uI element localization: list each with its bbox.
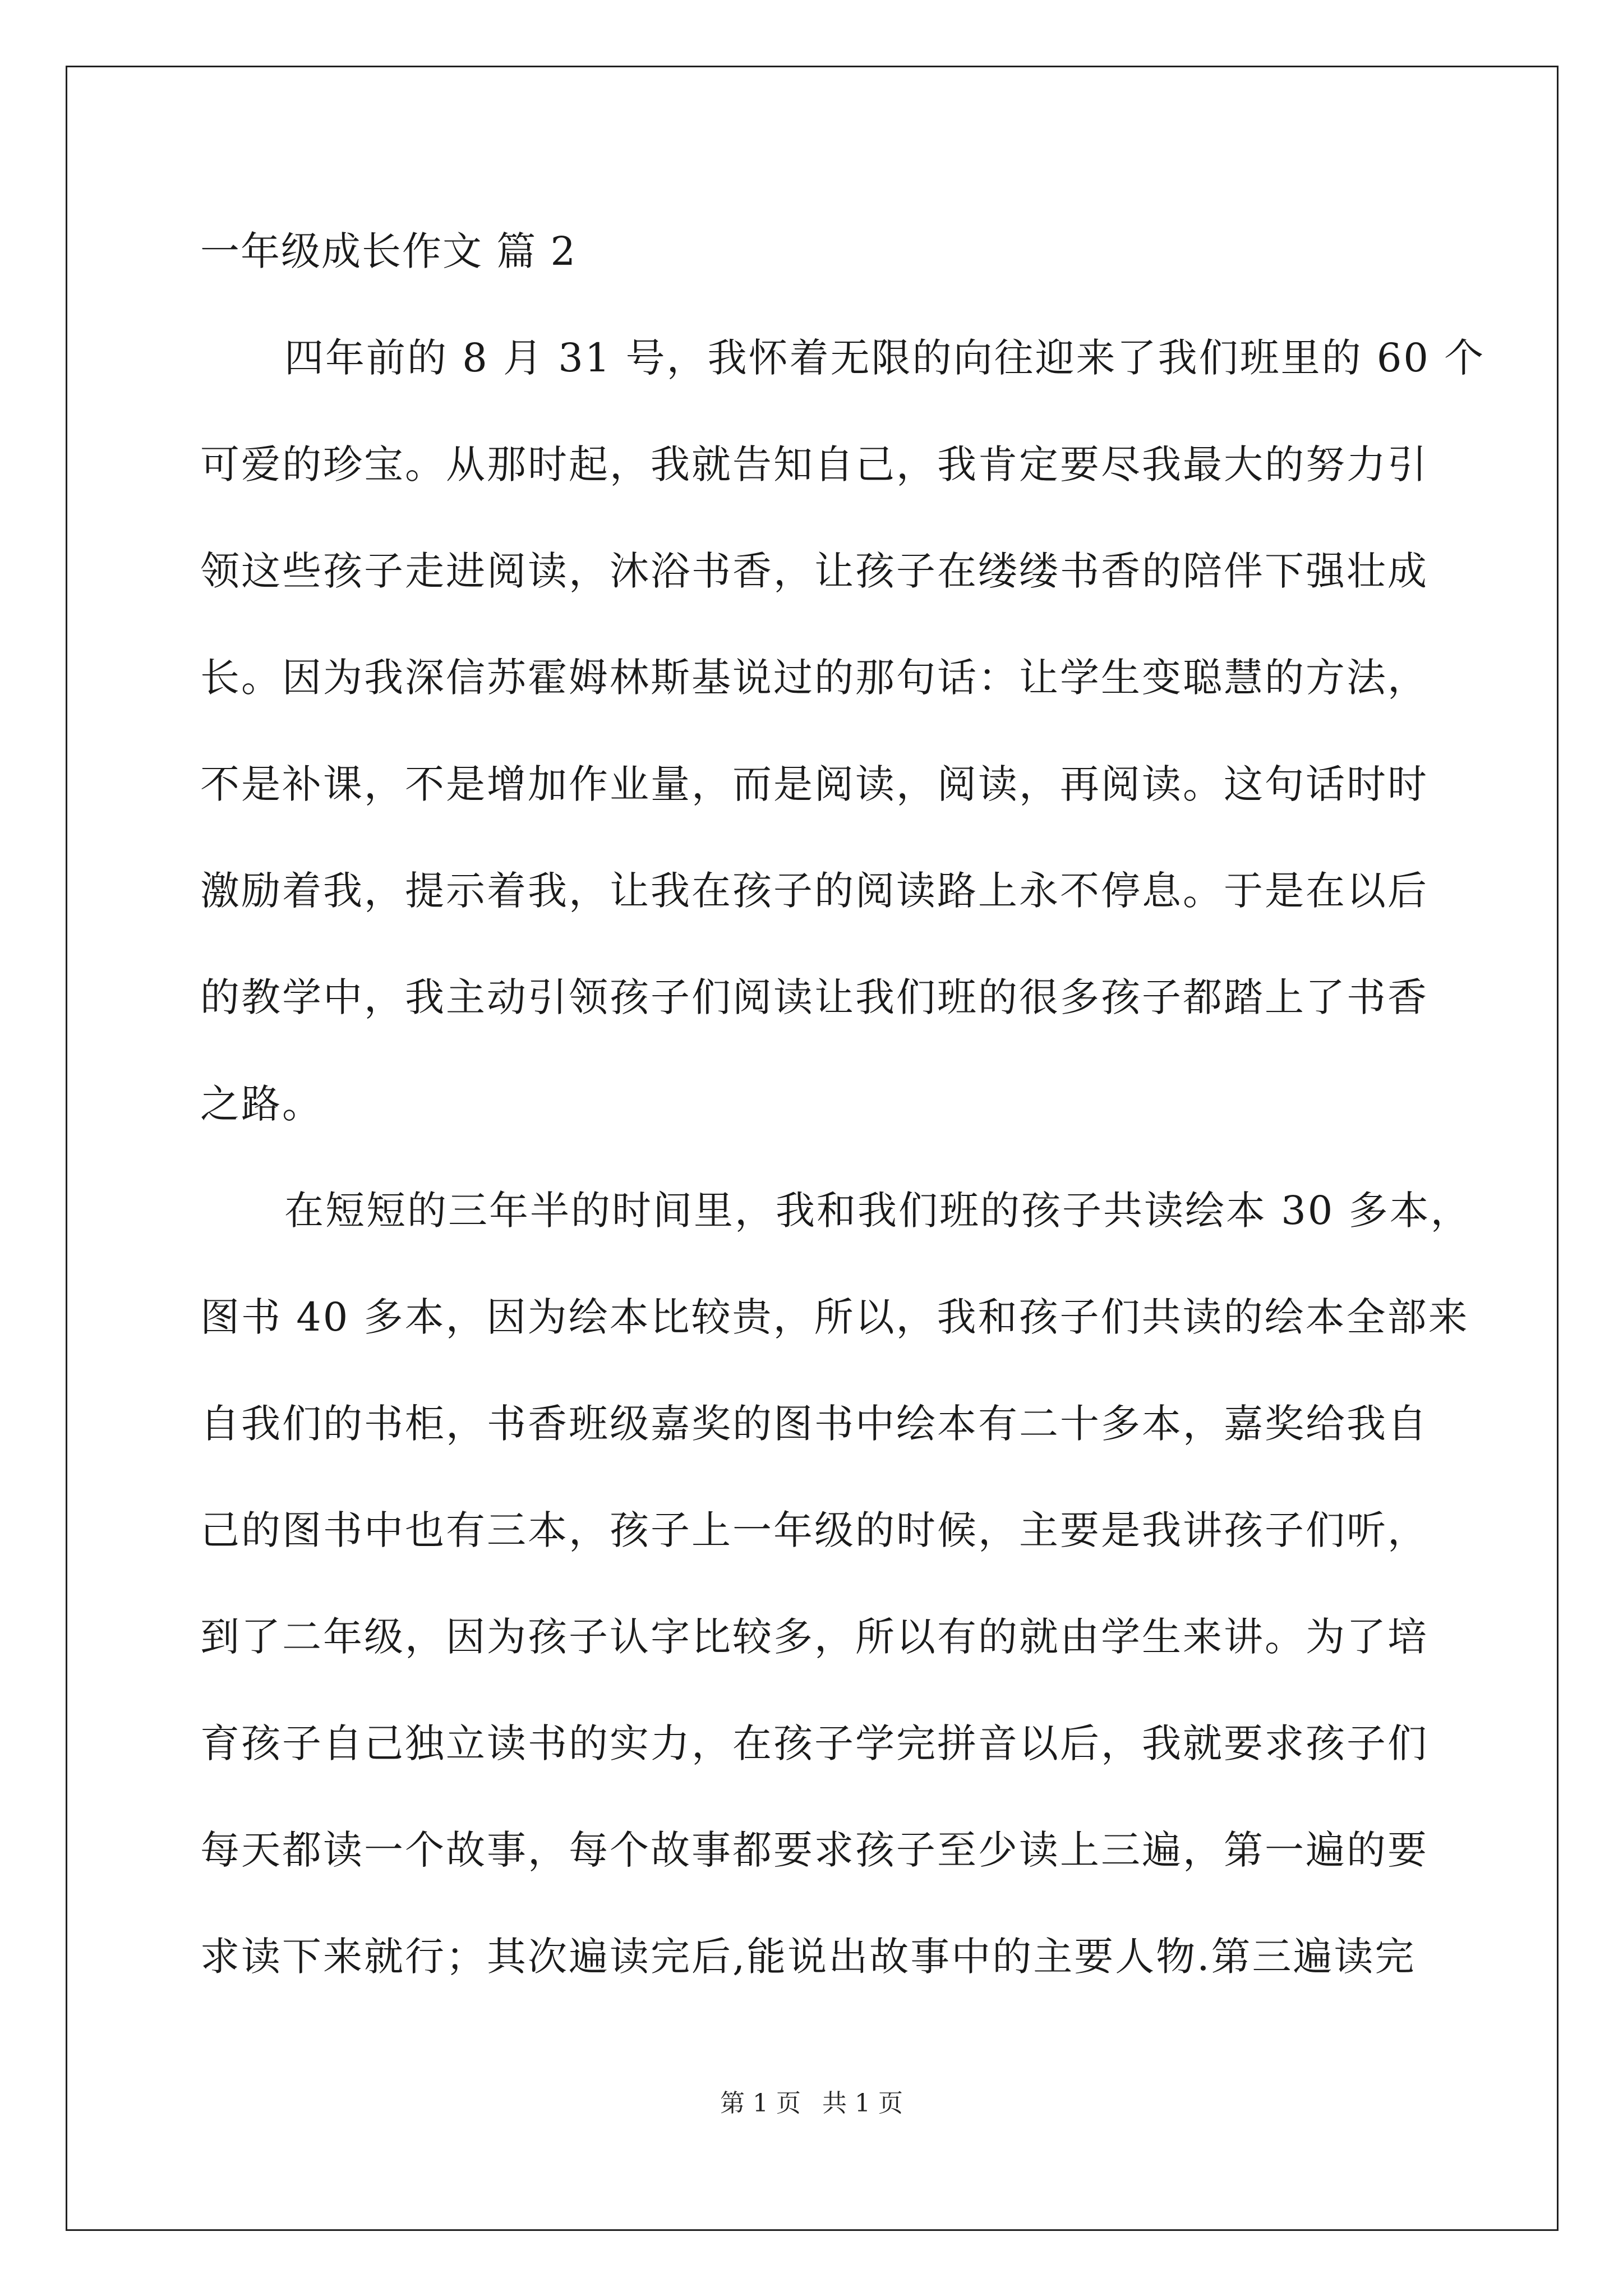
page-total: 共 1 页 <box>822 2089 903 2118</box>
paragraph-2-line-3: 自我们的书柜，书香班级嘉奖的图书中绘本有二十多本，嘉奖给我自 <box>200 1401 1428 1447</box>
paragraph-2-line-1: 在短短的三年半的时间里，我和我们班的孩子共读绘本 30 多本， <box>284 1188 1472 1234</box>
paragraph-1-line-1: 四年前的 8 月 31 号，我怀着无限的向往迎来了我们班里的 60 个 <box>284 335 1486 381</box>
paragraph-2-line-8: 求读下来就行；其次遍读完后,能说出故事中的主要人物.第三遍读完 <box>200 1934 1416 1980</box>
paragraph-1-line-5: 不是补课，不是增加作业量，而是阅读，阅读，再阅读。这句话时时 <box>200 761 1428 807</box>
document-title: 一年级成长作文 篇 2 <box>200 228 577 274</box>
paragraph-1-line-7: 的教学中，我主动引领孩子们阅读让我们班的很多孩子都踏上了书香 <box>200 974 1428 1020</box>
paragraph-1-line-6: 激励着我，提示着我，让我在孩子的阅读路上永不停息。于是在以后 <box>200 868 1428 914</box>
paragraph-1-line-8: 之路。 <box>200 1081 323 1127</box>
paragraph-2-line-5: 到了二年级，因为孩子认字比较多，所以有的就由学生来讲。为了培 <box>200 1614 1428 1660</box>
paragraph-1-line-4: 长。因为我深信苏霍姆林斯基说过的那句话：让学生变聪慧的方法， <box>200 655 1428 701</box>
page-number: 第 1 页 <box>720 2089 801 2118</box>
page-border <box>66 66 1559 2231</box>
paragraph-2-line-4: 己的图书中也有三本，孩子上一年级的时候，主要是我讲孩子们听， <box>200 1507 1428 1553</box>
paragraph-1-line-3: 领这些孩子走进阅读，沐浴书香，让孩子在缕缕书香的陪伴下强壮成 <box>200 548 1428 594</box>
paragraph-2-line-2: 图书 40 多本，因为绘本比较贵，所以，我和孩子们共读的绘本全部来 <box>200 1294 1469 1340</box>
page-footer <box>0 2087 1623 2120</box>
paragraph-2-line-6: 育孩子自己独立读书的实力，在孩子学完拼音以后，我就要求孩子们 <box>200 1720 1428 1766</box>
paragraph-1-line-2: 可爱的珍宝。从那时起，我就告知自己，我肯定要尽我最大的努力引 <box>200 441 1428 487</box>
paragraph-2-line-7: 每天都读一个故事，每个故事都要求孩子至少读上三遍，第一遍的要 <box>200 1827 1428 1873</box>
